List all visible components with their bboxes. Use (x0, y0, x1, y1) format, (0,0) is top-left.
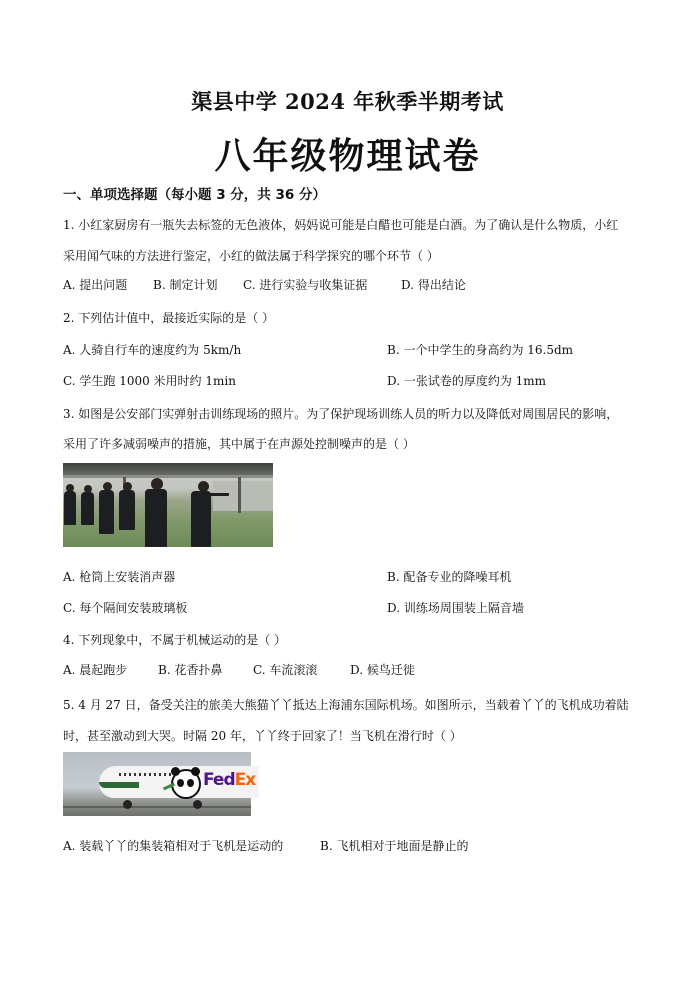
exam-header: 渠县中学 2024 年秋季半期考试 (191, 89, 504, 114)
section-heading: 一、单项选择题（每小题 3 分，共 36 分） (63, 187, 326, 203)
q3-option-a: A. 枪筒上安装消声器 (63, 570, 176, 584)
panda-plane-photo (63, 752, 256, 816)
plane-livery-logo: FedEx (203, 770, 256, 790)
paper-title: 八年级物理试卷 (214, 136, 481, 177)
q4-option-b: B. 花香扑鼻 (158, 663, 223, 677)
q3-stem-line1: 3. 如图是公安部门实弹射击训练现场的照片。为了保护现场训练人员的听力以及降低对周围居民的影响， (63, 407, 619, 421)
q1-option-d: D. 得出结论 (401, 278, 466, 292)
q1-option-b: B. 制定计划 (153, 278, 218, 292)
q3-option-b: B. 配备专业的降噪耳机 (387, 570, 512, 584)
shooting-range-photo (63, 463, 273, 547)
q4-option-d: D. 候鸟迁徙 (350, 663, 415, 677)
q5-stem-line1: 5. 4 月 27 日，备受关注的旅美大熊猫丫丫抵达上海浦东国际机场。如图所示，当载着丫丫的飞机成功着陆 (63, 698, 629, 712)
q4-stem: 4. 下列现象中，不属于机械运动的是（ ） (63, 633, 287, 647)
q4-option-c: C. 车流滚滚 (253, 663, 318, 677)
q5-option-a: A. 装载丫丫的集装箱相对于飞机是运动的 (63, 839, 284, 853)
q1-stem-line1: 1. 小红家厨房有一瓶失去标签的无色液体，妈妈说可能是白醋也可能是白酒。为了确认是什么物质，小红 (63, 218, 619, 232)
q5-stem-line2: 时，甚至激动到大哭。时隔 20 年，丫丫终于回家了！当飞机在滑行时（ ） (63, 729, 462, 743)
q1-option-c: C. 进行实验与收集证据 (243, 278, 368, 292)
q3-stem-line2: 采用了许多减弱噪声的措施，其中属于在声源处控制噪声的是（ ） (63, 437, 415, 451)
q2-stem: 2. 下列估计值中，最接近实际的是（ ） (63, 311, 275, 325)
q2-option-c: C. 学生跑 1000 米用时约 1min (63, 374, 236, 388)
q5-option-b: B. 飞机相对于地面是静止的 (320, 839, 469, 853)
q2-option-d: D. 一张试卷的厚度约为 1mm (387, 374, 547, 388)
q4-option-a: A. 晨起跑步 (63, 663, 128, 677)
q2-option-a: A. 人骑自行车的速度约为 5km/h (63, 343, 242, 357)
panda-icon (171, 769, 201, 799)
q1-option-a: A. 提出问题 (63, 278, 128, 292)
q1-stem-line2: 采用闻气味的方法进行鉴定，小红的做法属于科学探究的哪个环节（ ） (63, 249, 439, 263)
q3-option-d: D. 训练场周围装上隔音墙 (387, 601, 524, 615)
q3-option-c: C. 每个隔间安装玻璃板 (63, 601, 188, 615)
q2-option-b: B. 一个中学生的身高约为 16.5dm (387, 343, 574, 357)
